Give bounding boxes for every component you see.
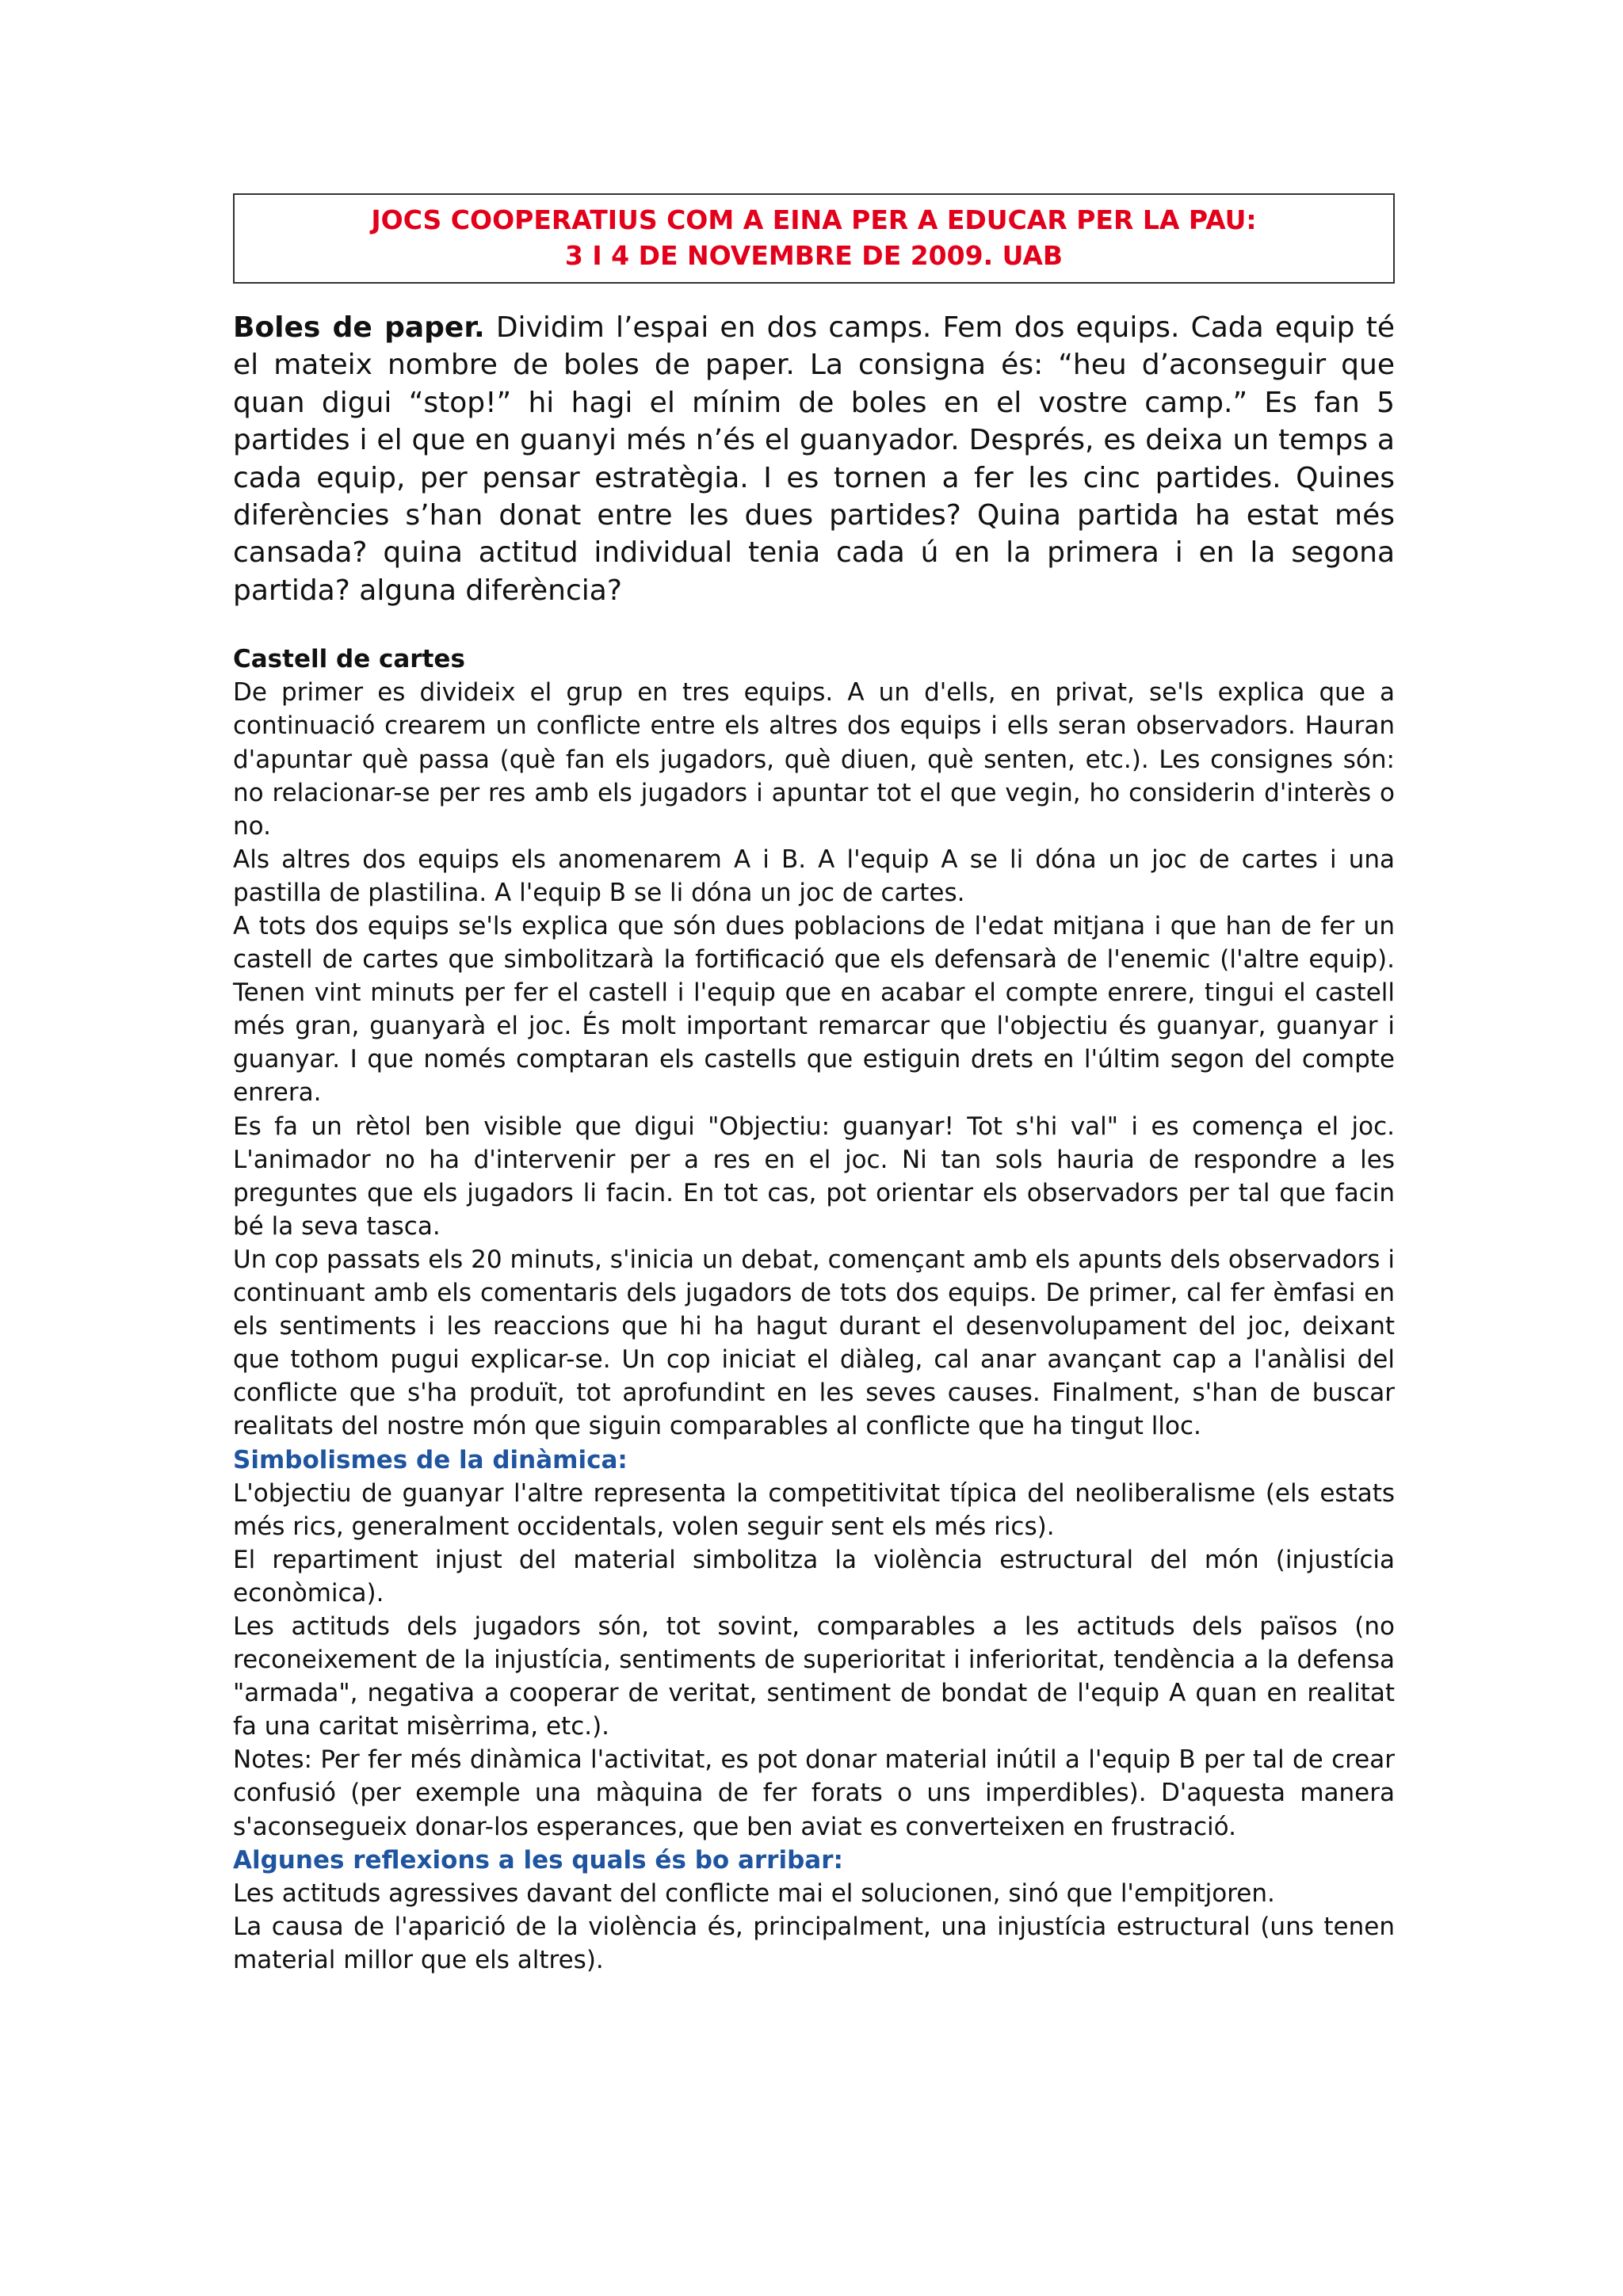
castell-paragraph-2: Als altres dos equips els anomenarem A i B. A l'equip A se li dóna un joc de cartes i una pastilla de plastilina. A l'equip B se li dóna un joc de cartes. — [233, 845, 1395, 907]
castell-title: Castell de cartes — [233, 645, 465, 674]
reflexions-paragraph-2: La causa de l'aparició de la violència és, principalment, una injustícia estructural (uns tenen material millor que els altres). — [233, 1912, 1395, 1974]
header-title-line-1: JOCS COOPERATIUS COM A EINA PER A EDUCAR PER LA PAU: — [371, 204, 1257, 235]
castell-paragraph-3: A tots dos equips se'ls explica que són dues poblacions de l'edat mitjana i que han de fer un castell de cartes que simbolitzarà la fortificació que els defensarà de l'enemic (l'altre equip). Tenen vint minuts per fer el castell i l'equip que en acabar el compte enrere, tingui el castell més gran, guanyarà el joc. És molt important remarcar que l'objectiu és guanyar, guanyar i guanyar. I que només comptaran els castells que estiguin drets en l'últim segon del compte enrera. — [233, 912, 1395, 1108]
castell-section — [233, 643, 1395, 1977]
boles-text: Dividim l’espai en dos camps. Fem dos equips. Cada equip té el mateix nombre de boles de paper. La consigna és: “heu d’aconseguir que quan digui “stop!” hi hagi el mínim de boles en el vostre camp.” Es fan 5 partides i el que en guanyi més n’és el guanyador. Després, es deixa un temps a cada equip, per pensar estratègia. I es tornen a fer les cinc partides. Quines diferències s’han donat entre les dues partides? Quina partida ha estat més cansada? quina actitud individual tenia cada ú en la primera i en la segona partida? alguna diferència? — [233, 311, 1395, 607]
reflexions-paragraph-1: Les actituds agressives davant del conflicte mai el solucionen, sinó que l'empitjoren. — [233, 1878, 1275, 1908]
castell-paragraph-5: Un cop passats els 20 minuts, s'inicia un debat, començant amb els apunts dels observadors i continuant amb els comentaris dels jugadors de tots dos equips. De primer, cal fer èmfasi en els sentiments i les reaccions que hi ha hagut durant el desenvolupament del joc, deixant que tothom pugui explicar-se. Un cop iniciat el diàleg, cal anar avançant cap a l'anàlisi del conflicte que s'ha produït, tot aprofundint en les seves causes. Finalment, s'han de buscar realitats del nostre món que siguin comparables al conflicte que ha tingut lloc. — [233, 1245, 1395, 1441]
castell-paragraph-4: Es fa un rètol ben visible que digui "Objectiu: guanyar! Tot s'hi val" i es comença el joc. L'animador no ha d'intervenir per a res en el joc. Ni tan sols hauria de respondre a les preguntes que els jugadors li facin. En tot cas, pot orientar els observadors per tal que facin bé la seva tasca. — [233, 1112, 1395, 1241]
document-page — [233, 193, 1395, 1977]
simbolismes-paragraph-1: L'objectiu de guanyar l'altre representa la competitivitat típica del neoliberalisme (els estats més rics, generalment occidentals, volen seguir sent els més rics). — [233, 1478, 1395, 1541]
simbolismes-paragraph-3: Les actituds dels jugadors són, tot sovint, comparables a les actituds dels països (no reconeixement de la injustícia, sentiments de superioritat i inferioritat, tendència a la defensa "armada", negativa a cooperar de veritat, sentiment de bondat de l'equip A quan en realitat fa una caritat misèrrima, etc.). — [233, 1611, 1395, 1741]
boles-lead: Boles de paper. — [233, 311, 485, 344]
simbolismes-paragraph-2: El repartiment injust del material simbolitza la violència estructural del món (injustícia econòmica). — [233, 1545, 1395, 1608]
castell-paragraph-1: De primer es divideix el grup en tres equips. A un d'ells, en privat, se'ls explica que a continuació crearem un conflicte entre els altres dos equips i ells seran observadors. Hauran d'apuntar què passa (què fan els jugadors, què diuen, què senten, etc.). Les consignes són: no relacionar-se per res amb els jugadors i apuntar tot el que vegin, ho considerin d'interès o no. — [233, 678, 1395, 841]
simbolismes-heading: Simbolismes de la dinàmica: — [233, 1445, 628, 1474]
header-title-line-2: 3 I 4 DE NOVEMBRE DE 2009. UAB — [564, 240, 1064, 271]
notes-paragraph: Notes: Per fer més dinàmica l'activitat, es pot donar material inútil a l'equip B per tal de crear confusió (per exemple una màquina de fer forats o uns imperdibles). D'aquesta manera s'aconsegueix donar-los esperances, que ben aviat es converteixen en frustració. — [233, 1745, 1395, 1841]
header-box — [233, 193, 1395, 284]
boles-paragraph — [233, 309, 1395, 609]
reflexions-heading: Algunes reflexions a les quals és bo arribar: — [233, 1845, 843, 1875]
